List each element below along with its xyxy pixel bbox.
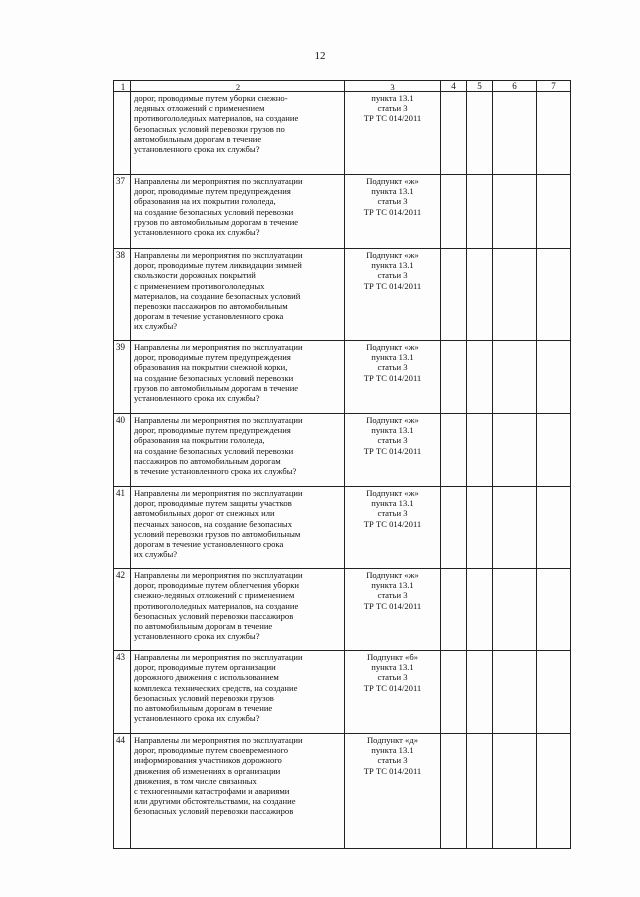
question-line: дорог, проводимые путем организации bbox=[134, 662, 276, 673]
question-line: образования на их покрытии гололеда, bbox=[134, 196, 276, 207]
row-number: 42 bbox=[114, 569, 131, 650]
regulation-reference bbox=[345, 414, 441, 486]
question-line: по автомобильным дорогам в течение bbox=[134, 703, 273, 714]
answer-cell-4 bbox=[441, 249, 467, 340]
table-header bbox=[114, 81, 570, 92]
col-header-5: 5 bbox=[467, 81, 493, 91]
row-number: 39 bbox=[114, 341, 131, 413]
regulation-reference bbox=[345, 92, 441, 174]
question-line: информирования участников дорожного bbox=[134, 755, 282, 766]
answer-cell-4 bbox=[441, 569, 467, 650]
regulation-reference bbox=[345, 734, 441, 848]
reference-line: Подпункт «д» bbox=[366, 735, 419, 745]
answer-cell-4 bbox=[441, 651, 467, 733]
question-line: безопасных условий перевозки пассажиров bbox=[134, 806, 294, 817]
question-line: грузов по автомобильным дорогам в течение bbox=[134, 216, 299, 227]
question-text bbox=[131, 487, 345, 568]
reference-line: Подпункт «ж» bbox=[366, 488, 419, 498]
reference-line: Подпункт «ж» bbox=[366, 176, 419, 186]
question-line: дорог, проводимые путем защиты участков bbox=[134, 498, 292, 509]
reference-line: ТР ТС 014/2011 bbox=[363, 600, 422, 611]
question-line: с техногенными катастрофами и авариями bbox=[134, 786, 290, 797]
reference-line: ТР ТС 014/2011 bbox=[363, 682, 422, 693]
question-line: дорог, проводимые путем уборки снежно- bbox=[134, 93, 288, 103]
question-line: условий перевозки грузов по автомобильным bbox=[134, 528, 301, 539]
question-line: перевозки пассажиров по автомобильным bbox=[134, 301, 288, 312]
question-text bbox=[131, 175, 345, 248]
question-text bbox=[131, 569, 345, 650]
answer-cell-4 bbox=[441, 92, 467, 174]
question-line: грузов по автомобильным дорогам в течение bbox=[134, 382, 299, 393]
answer-cell-5 bbox=[467, 175, 493, 248]
question-line: образования на покрытии гололеда, bbox=[134, 435, 265, 446]
reference-line: статьи 3 bbox=[377, 196, 408, 207]
answer-cell-7 bbox=[537, 175, 570, 248]
question-line: дорог, проводимые путем ликвидации зимней bbox=[134, 260, 302, 271]
reference-line: Подпункт «ж» bbox=[366, 250, 419, 260]
row-number bbox=[114, 92, 131, 174]
reference-line: ТР ТС 014/2011 bbox=[363, 113, 422, 124]
answer-cell-7 bbox=[537, 651, 570, 733]
answer-cell-5 bbox=[467, 651, 493, 733]
answer-cell-4 bbox=[441, 175, 467, 248]
table-row bbox=[114, 341, 570, 414]
question-line: комплекса технических средств, на создание bbox=[134, 682, 298, 693]
table-row bbox=[114, 651, 570, 734]
reference-line: пункта 13.1 bbox=[371, 186, 414, 197]
question-line: песчаных заносов, на создание безопасных bbox=[134, 518, 292, 529]
col-header-1: 1 bbox=[114, 81, 131, 91]
answer-cell-5 bbox=[467, 734, 493, 848]
reference-line: пункта 13.1 bbox=[371, 93, 414, 103]
question-line: пассажиров по автомобильным дорогам bbox=[134, 455, 281, 466]
answer-cell-6 bbox=[493, 249, 537, 340]
question-line: образования на покрытии снежной корки, bbox=[134, 362, 288, 373]
question-line: противогололедных материалов, на создание bbox=[134, 600, 299, 611]
reference-line: пункта 13.1 bbox=[371, 260, 414, 271]
question-line: Направлены ли мероприятия по эксплуатации bbox=[134, 570, 303, 580]
question-line: противогололедных материалов, на создание bbox=[134, 113, 299, 124]
answer-cell-7 bbox=[537, 487, 570, 568]
answer-cell-5 bbox=[467, 92, 493, 174]
question-text bbox=[131, 341, 345, 413]
reference-line: ТР ТС 014/2011 bbox=[363, 445, 422, 456]
answer-cell-6 bbox=[493, 487, 537, 568]
question-line: в течение установленного срока их службы? bbox=[134, 466, 297, 477]
table-row bbox=[114, 414, 570, 487]
answer-cell-6 bbox=[493, 569, 537, 650]
question-line: дорог, проводимые путем своевременного bbox=[134, 745, 289, 756]
answer-cell-5 bbox=[467, 487, 493, 568]
question-line: установленного срока их службы? bbox=[134, 713, 260, 724]
col-header-3: 3 bbox=[345, 81, 441, 91]
question-line: установленного срока их службы? bbox=[134, 631, 260, 642]
question-line: Направлены ли мероприятия по эксплуатации bbox=[134, 342, 303, 352]
question-text bbox=[131, 249, 345, 340]
table-body bbox=[114, 92, 570, 848]
row-number: 38 bbox=[114, 249, 131, 340]
table-row bbox=[114, 175, 570, 249]
col-header-7: 7 bbox=[551, 81, 556, 91]
table-row bbox=[114, 734, 570, 848]
table-row bbox=[114, 569, 570, 651]
reference-line: пункта 13.1 bbox=[371, 425, 414, 436]
answer-cell-7 bbox=[537, 569, 570, 650]
row-number: 40 bbox=[114, 414, 131, 486]
regulation-reference bbox=[345, 175, 441, 248]
row-number: 41 bbox=[114, 487, 131, 568]
reference-line: ТР ТС 014/2011 bbox=[363, 765, 422, 776]
question-line: дорог, проводимые путем предупреждения bbox=[134, 425, 291, 436]
question-line: на создание безопасных условий перевозки bbox=[134, 206, 294, 217]
question-line: скользкости дорожных покрытий bbox=[134, 270, 256, 281]
question-line: движения, в том числе связанных bbox=[134, 775, 257, 786]
reference-line: ТР ТС 014/2011 bbox=[363, 280, 422, 291]
reference-line: Подпункт «ж» bbox=[366, 342, 419, 352]
question-line: установленного срока их службы? bbox=[134, 144, 260, 155]
question-line: дорог, проводимые путем предупреждения bbox=[134, 352, 291, 363]
answer-cell-7 bbox=[537, 414, 570, 486]
answer-cell-4 bbox=[441, 341, 467, 413]
question-line: дорожного движения с использованием bbox=[134, 672, 279, 683]
answer-cell-5 bbox=[467, 569, 493, 650]
answer-cell-5 bbox=[467, 249, 493, 340]
answer-cell-6 bbox=[493, 92, 537, 174]
checklist-table bbox=[113, 80, 571, 849]
question-line: Направлены ли мероприятия по эксплуатации bbox=[134, 250, 303, 260]
reference-line: пункта 13.1 bbox=[371, 662, 414, 673]
answer-cell-6 bbox=[493, 175, 537, 248]
regulation-reference bbox=[345, 341, 441, 413]
answer-cell-6 bbox=[493, 651, 537, 733]
question-line: дорог, проводимые путем предупреждения bbox=[134, 186, 291, 197]
question-line: на создание безопасных условий перевозки bbox=[134, 372, 294, 383]
reference-line: статьи 3 bbox=[377, 435, 408, 446]
row-number: 37 bbox=[114, 175, 131, 248]
question-line: безопасных условий перевозки грузов по bbox=[134, 123, 285, 134]
page-number: 12 bbox=[314, 50, 326, 62]
question-line: дорог, проводимые путем облегчения уборки bbox=[134, 580, 299, 591]
question-line: безопасных условий перевозки грузов bbox=[134, 692, 274, 703]
question-text bbox=[131, 414, 345, 486]
answer-cell-5 bbox=[467, 414, 493, 486]
regulation-reference bbox=[345, 487, 441, 568]
row-number: 44 bbox=[114, 734, 131, 848]
question-line: ледяных отложений с применением bbox=[134, 103, 265, 114]
question-line: движения об изменениях в организации bbox=[134, 765, 281, 776]
reference-line: ТР ТС 014/2011 bbox=[363, 206, 422, 217]
reference-line: статьи 3 bbox=[377, 362, 408, 373]
reference-line: статьи 3 bbox=[377, 508, 408, 519]
question-line: их службы? bbox=[134, 549, 178, 560]
question-line: установленного срока их службы? bbox=[134, 393, 260, 404]
answer-cell-4 bbox=[441, 487, 467, 568]
reference-line: статьи 3 bbox=[377, 672, 408, 683]
question-line: их службы? bbox=[134, 321, 178, 332]
question-line: с применением противогололедных bbox=[134, 280, 265, 291]
table-row bbox=[114, 249, 570, 341]
question-line: Направлены ли мероприятия по эксплуатации bbox=[134, 488, 303, 498]
question-line: снежно-ледяных отложений с применением bbox=[134, 590, 295, 601]
reference-line: Подпункт «ж» bbox=[366, 570, 419, 580]
row-number: 43 bbox=[114, 651, 131, 733]
col-header-6: 6 bbox=[493, 81, 537, 91]
reference-line: статьи 3 bbox=[377, 755, 408, 766]
question-text bbox=[131, 734, 345, 848]
answer-cell-7 bbox=[537, 92, 570, 174]
reference-line: Подпункт «ж» bbox=[366, 415, 419, 425]
table-row bbox=[114, 92, 570, 175]
table-row bbox=[114, 487, 570, 569]
question-line: безопасных условий перевозки пассажиров bbox=[134, 610, 294, 621]
reference-line: пункта 13.1 bbox=[371, 745, 414, 756]
question-text bbox=[131, 651, 345, 733]
question-line: по автомобильным дорогам в течение bbox=[134, 621, 273, 632]
col-header-2: 2 bbox=[131, 81, 345, 91]
answer-cell-7 bbox=[537, 341, 570, 413]
answer-cell-4 bbox=[441, 734, 467, 848]
question-line: автомобильных дорог от снежных или bbox=[134, 508, 275, 519]
reference-line: статьи 3 bbox=[377, 590, 408, 601]
reference-line: ТР ТС 014/2011 bbox=[363, 372, 422, 383]
reference-line: пункта 13.1 bbox=[371, 352, 414, 363]
question-line: автомобильным дорогам в течение bbox=[134, 133, 262, 144]
question-line: или другими обстоятельствами, на создание bbox=[134, 796, 296, 807]
reference-line: пункта 13.1 bbox=[371, 580, 414, 591]
reference-line: ТР ТС 014/2011 bbox=[363, 518, 422, 529]
col-header-4: 4 bbox=[441, 81, 467, 91]
question-line: Направлены ли мероприятия по эксплуатации bbox=[134, 415, 303, 425]
question-line: на создание безопасных условий перевозки bbox=[134, 445, 294, 456]
regulation-reference bbox=[345, 569, 441, 650]
question-line: Направлены ли мероприятия по эксплуатации bbox=[134, 652, 303, 662]
question-line: установленного срока их службы? bbox=[134, 227, 260, 238]
answer-cell-6 bbox=[493, 414, 537, 486]
question-line: Направлены ли мероприятия по эксплуатации bbox=[134, 176, 303, 186]
question-line: материалов, на создание безопасных условий bbox=[134, 290, 301, 301]
answer-cell-6 bbox=[493, 734, 537, 848]
answer-cell-6 bbox=[493, 341, 537, 413]
question-line: Направлены ли мероприятия по эксплуатации bbox=[134, 735, 303, 745]
regulation-reference bbox=[345, 249, 441, 340]
reference-line: Подпункт «б» bbox=[366, 652, 419, 662]
question-line: дорогам в течение установленного срока bbox=[134, 311, 284, 322]
answer-cell-7 bbox=[537, 249, 570, 340]
reference-line: статьи 3 bbox=[377, 270, 408, 281]
answer-cell-7 bbox=[537, 734, 570, 848]
reference-line: пункта 13.1 bbox=[371, 498, 414, 509]
regulation-reference bbox=[345, 651, 441, 733]
reference-line: статьи 3 bbox=[377, 103, 408, 114]
question-line: дорогам в течение установленного срока bbox=[134, 539, 284, 550]
answer-cell-5 bbox=[467, 341, 493, 413]
answer-cell-4 bbox=[441, 414, 467, 486]
question-text bbox=[131, 92, 345, 174]
